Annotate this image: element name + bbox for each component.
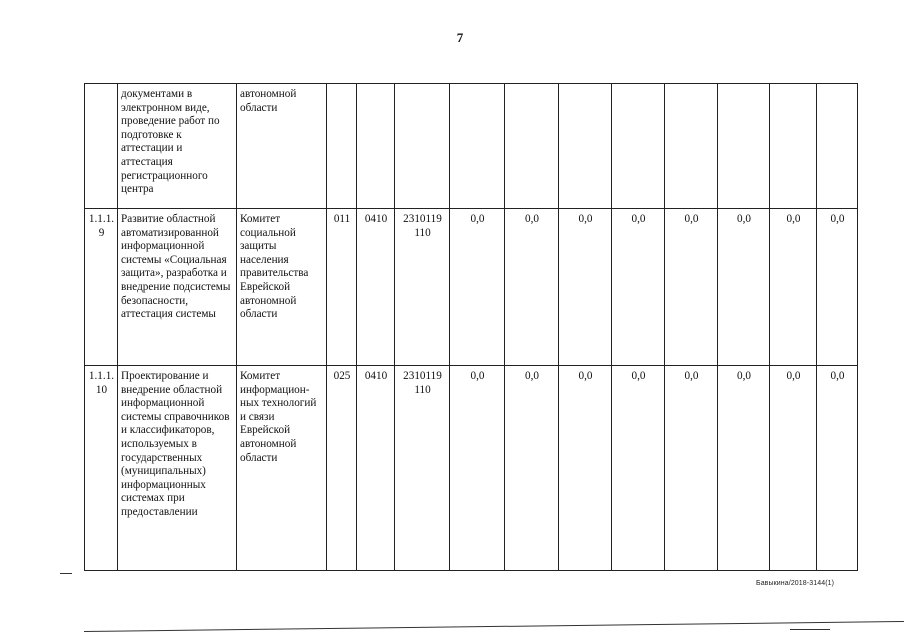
value-cell: 0,0 <box>450 366 505 571</box>
grbs-cell: 025 <box>327 366 357 571</box>
page-number: 7 <box>456 30 464 45</box>
value-cell: 0,0 <box>817 366 858 571</box>
value-cell: 0,0 <box>505 209 559 366</box>
value-cell: 0,0 <box>817 209 858 366</box>
table-row <box>85 209 858 366</box>
csr-cell: 2310119 110 <box>395 366 450 571</box>
value-cell <box>505 84 559 209</box>
row-number-cell: 1.1.1. 10 <box>85 366 118 571</box>
executor-cell: автономной области <box>237 84 327 209</box>
table-row <box>85 366 858 571</box>
scan-artifact-line <box>84 621 904 632</box>
value-cell <box>665 84 718 209</box>
value-cell: 0,0 <box>450 209 505 366</box>
executor-cell: Комитет информацион-ных технологий и связи Еврейской автономной области <box>237 366 327 571</box>
value-cell: 0,0 <box>559 366 612 571</box>
scan-artifact-line <box>60 573 72 574</box>
value-cell: 0,0 <box>718 209 770 366</box>
csr-cell <box>395 84 450 209</box>
value-cell <box>612 84 665 209</box>
scan-artifact-line <box>790 629 830 630</box>
value-cell: 0,0 <box>770 366 817 571</box>
row-number-cell <box>85 84 118 209</box>
value-cell <box>718 84 770 209</box>
rzpr-cell <box>357 84 395 209</box>
value-cell: 0,0 <box>559 209 612 366</box>
value-cell: 0,0 <box>770 209 817 366</box>
executor-cell: Комитет социальной защиты населения правительства Еврейской автономной области <box>237 209 327 366</box>
measure-name-cell: документами в электронном виде, проведение работ по подготовке к аттестации и аттестация регистрационного центра <box>118 84 237 209</box>
value-cell <box>559 84 612 209</box>
value-cell: 0,0 <box>612 366 665 571</box>
document-code: Бавыкина/2018-3144(1) <box>756 580 835 587</box>
value-cell: 0,0 <box>665 366 718 571</box>
value-cell: 0,0 <box>612 209 665 366</box>
value-cell <box>450 84 505 209</box>
value-cell <box>817 84 858 209</box>
rzpr-cell: 0410 <box>357 366 395 571</box>
row-number-cell: 1.1.1. 9 <box>85 209 118 366</box>
grbs-cell: 011 <box>327 209 357 366</box>
value-cell: 0,0 <box>665 209 718 366</box>
rzpr-cell: 0410 <box>357 209 395 366</box>
measure-name-cell: Проектирование и внедрение областной информационной системы справочников и классификаторов, используемых в государственных (муниципальных) информационных системах при предоставлении <box>118 366 237 571</box>
value-cell <box>770 84 817 209</box>
value-cell: 0,0 <box>718 366 770 571</box>
value-cell: 0,0 <box>505 366 559 571</box>
program-budget-table <box>84 83 858 571</box>
table-row <box>85 84 858 209</box>
csr-cell: 2310119 110 <box>395 209 450 366</box>
measure-name-cell: Развитие областной автоматизированной информационной системы «Социальная защита», разработка и внедрение подсистемы безопасности, аттестация системы <box>118 209 237 366</box>
grbs-cell <box>327 84 357 209</box>
